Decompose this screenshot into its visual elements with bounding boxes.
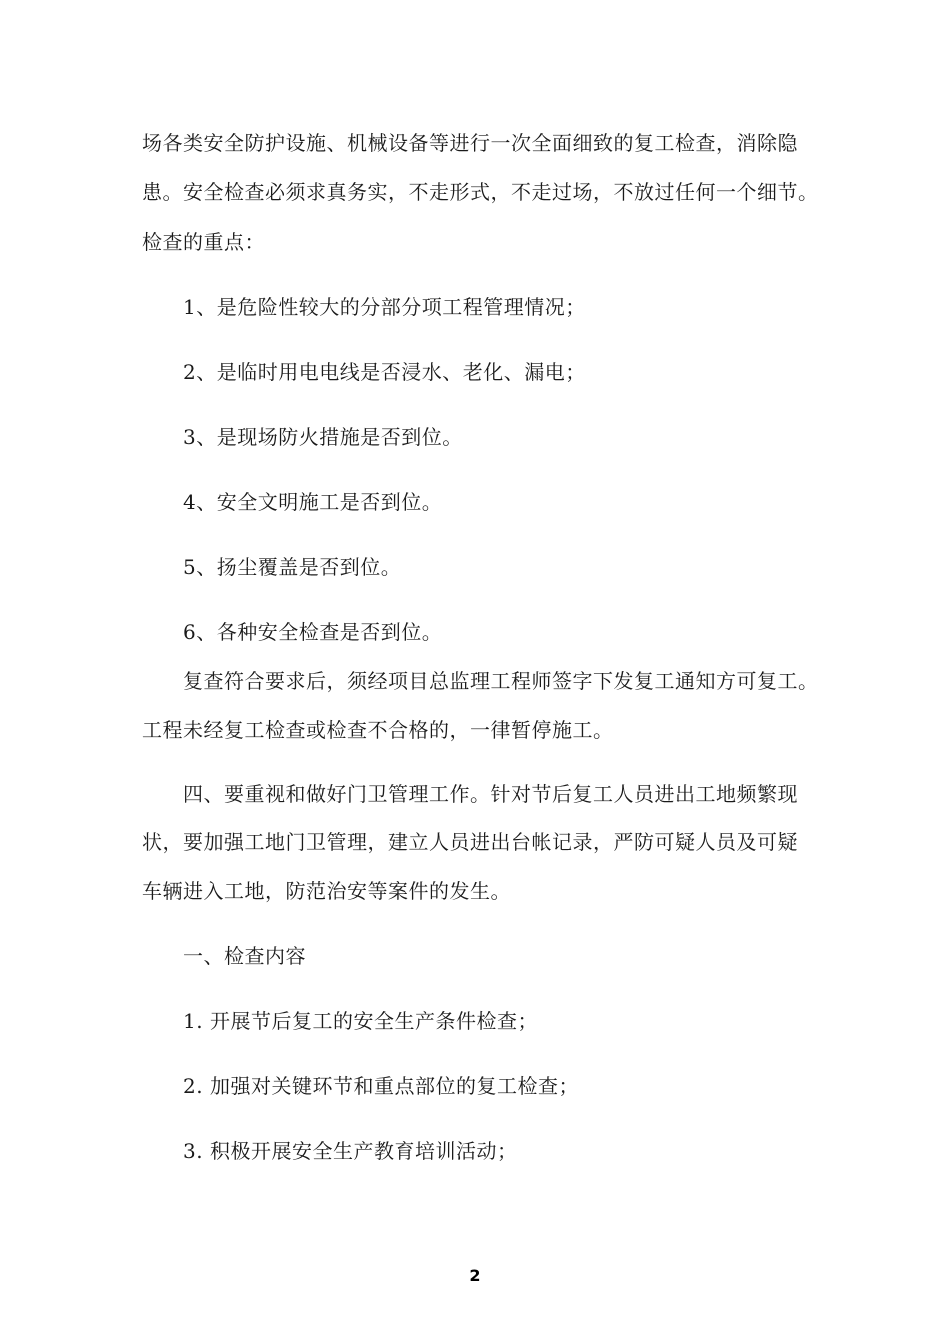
list-item: 2. 加强对关键环节和重点部位的复工检查；: [183, 1074, 579, 1098]
list-item: 2、是临时用电电线是否浸水、老化、漏电；: [183, 360, 586, 384]
section-heading: 一、检查内容: [183, 944, 306, 968]
body-text-line: 检查的重点：: [142, 230, 265, 254]
body-text-line: 复查符合要求后，须经项目总监理工程师签字下发复工通知方可复工。: [183, 669, 819, 693]
list-item: 3. 积极开展安全生产教育培训活动；: [183, 1139, 518, 1163]
list-item: 4、安全文明施工是否到位。: [183, 490, 443, 514]
list-item: 5、扬尘覆盖是否到位。: [183, 555, 402, 579]
list-item: 1. 开展节后复工的安全生产条件检查；: [183, 1009, 538, 1033]
body-text-line: 场各类安全防护设施、机械设备等进行一次全面细致的复工检查，消除隐: [142, 131, 798, 155]
body-text-line: 车辆进入工地，防范治安等案件的发生。: [142, 879, 511, 903]
list-item: 3、是现场防火措施是否到位。: [183, 425, 463, 449]
body-text-line: 患。安全检查必须求真务实，不走形式，不走过场，不放过任何一个细节。: [142, 180, 819, 204]
list-item: 1、是危险性较大的分部分项工程管理情况；: [183, 295, 586, 319]
body-text-line: 工程未经复工检查或检查不合格的，一律暂停施工。: [142, 718, 614, 742]
body-text-line: 状，要加强工地门卫管理，建立人员进出台帐记录，严防可疑人员及可疑: [142, 830, 798, 854]
list-item: 6、各种安全检查是否到位。: [183, 620, 443, 644]
body-text-line: 四、要重视和做好门卫管理工作。针对节后复工人员进出工地频繁现: [183, 782, 798, 806]
page-number: 2: [469, 1266, 481, 1285]
